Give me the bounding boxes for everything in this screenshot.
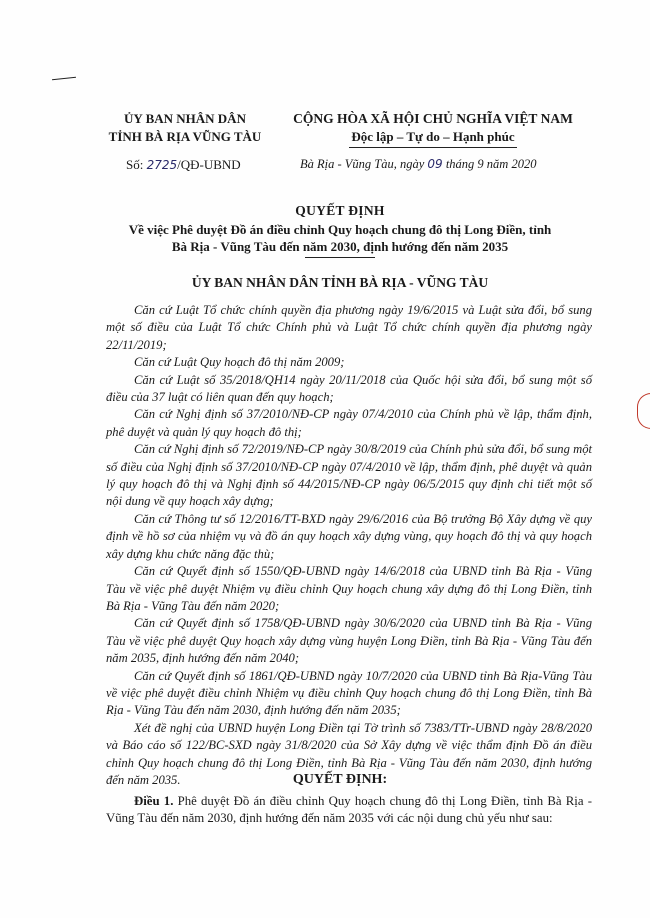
document-title bbox=[95, 203, 585, 258]
motto-text: Độc lập – Tự do – Hạnh phúc bbox=[349, 128, 516, 148]
document-type: QUYẾT ĐỊNH bbox=[295, 203, 385, 218]
legal-basis-item: Căn cứ Quyết định số 1550/QĐ-UBND ngày 14/6/2018 của UBND tỉnh Bà Rịa - Vũng Tàu về việc phê duyệt Nhiệm vụ điều chỉnh Quy hoạch chung xây dựng đô thị Long Điền, tỉnh Bà Rịa - Vũng Tàu đến năm 2020; bbox=[106, 564, 592, 613]
number-prefix: Số: bbox=[126, 157, 144, 172]
number-suffix: /QĐ-UBND bbox=[177, 157, 241, 172]
edge-stamp-fragment bbox=[637, 393, 650, 429]
national-motto bbox=[278, 128, 588, 148]
article-1-label: Điều 1. bbox=[134, 794, 174, 808]
article-1-text: Phê duyệt Đồ án điều chỉnh Quy hoạch chung đô thị Long Điền, tỉnh Bà Rịa - Vũng Tàu đến năm 2030, định hướng đến năm 2035 với các nội dung chủ yếu như sau: bbox=[106, 794, 592, 826]
issuing-agency bbox=[100, 110, 270, 146]
legal-basis-item: Căn cứ Luật số 35/2018/QH14 ngày 20/11/2018 của Quốc hội sửa đổi, bổ sung một số điều của 37 luật có liên quan đến quy hoạch; bbox=[106, 372, 592, 405]
legal-basis-item: Căn cứ Quyết định số 1758/QĐ-UBND ngày 30/6/2020 của UBND tỉnh Bà Rịa - Vũng Tàu về việc phê duyệt Quy hoạch xây dựng vùng huyện Long Điền, tỉnh Bà Rịa - Vũng Tàu đến năm 2035, định hướng đến năm 2040; bbox=[106, 616, 592, 666]
date-suffix: tháng 9 năm 2020 bbox=[445, 157, 537, 171]
legal-basis-item: Căn cứ Nghị định số 72/2019/NĐ-CP ngày 30/8/2019 của Chính phủ sửa đổi, bổ sung một số điều của Nghị định số 37/2010/NĐ-CP ngày 07/4/2010 về lập, thẩm định, phê duyệt và quản lý quy hoạch đô thị và Nghị định số 44/2015/NĐ-CP ngày 06/5/2015 quy định chi tiết một số nội dung về quy hoạch xây dựng; bbox=[106, 442, 592, 509]
legal-basis-item: Căn cứ Luật Quy hoạch đô thị năm 2009; bbox=[134, 355, 345, 370]
legal-basis-item: Căn cứ Thông tư số 12/2016/TT-BXD ngày 29/6/2016 của Bộ trưởng Bộ Xây dựng về quy định về hồ sơ của nhiệm vụ và đồ án quy hoạch xây dựng vùng, quy hoạch đô thị và quy hoạch xây dựng khu chức năng đặc thù; bbox=[106, 511, 592, 561]
legal-basis-item: Căn cứ Nghị định số 37/2010/NĐ-CP ngày 07/4/2010 của Chính phủ về lập, thẩm định, phê duyệt và quản lý quy hoạch đô thị; bbox=[106, 407, 592, 439]
national-header bbox=[278, 110, 588, 148]
title-underline bbox=[305, 257, 375, 258]
nation-name: CỘNG HÒA XÃ HỘI CHỦ NGHĨA VIỆT NAM bbox=[293, 111, 573, 126]
subject-line-2 bbox=[95, 238, 585, 255]
document-subject bbox=[95, 221, 585, 255]
decision-heading: QUYẾT ĐỊNH: bbox=[292, 772, 388, 787]
place-and-date bbox=[300, 157, 536, 172]
legal-basis bbox=[106, 302, 592, 789]
scan-mark bbox=[52, 77, 76, 81]
date-day-handwritten: 09 bbox=[427, 157, 443, 171]
date-prefix: Bà Rịa - Vũng Tàu, ngày bbox=[300, 157, 425, 171]
agency-line-2: TỈNH BÀ RỊA VŨNG TÀU bbox=[108, 129, 262, 144]
subject-line-1: Về việc Phê duyệt Đồ án điều chỉnh Quy hoạch chung đô thị Long Điền, tỉnh bbox=[128, 222, 552, 237]
issuing-authority: ỦY BAN NHÂN DÂN TỈNH BÀ RỊA - VŨNG TÀU bbox=[191, 275, 489, 290]
document-number bbox=[126, 157, 241, 173]
legal-basis-item: Căn cứ Luật Tổ chức chính quyền địa phương ngày 19/6/2015 và Luật sửa đổi, bổ sung một số điều của Luật Tổ chức Chính phủ và Luật Tổ chức chính quyền địa phương ngày 22/11/2019; bbox=[106, 303, 592, 352]
legal-basis-item: Căn cứ Quyết định số 1861/QĐ-UBND ngày 10/7/2020 của UBND tỉnh Bà Rịa-Vũng Tàu về việc phê duyệt điều chỉnh Nhiệm vụ điều chỉnh Quy hoạch chung đô thị Long Điền, tỉnh Bà Rịa - Vũng Tàu đến năm 2030, định hướng đến năm 2035; bbox=[106, 668, 592, 718]
number-handwritten: 2725 bbox=[146, 158, 178, 172]
subject-line-2-text: Bà Rịa - Vũng Tàu đến năm 2030, định hướng đến năm 2035 bbox=[171, 239, 509, 254]
legal-basis-item: Xét đề nghị của UBND huyện Long Điền tại Tờ trình số 7383/TTr-UBND ngày 28/8/2020 và Báo cáo số 122/BC-SXD ngày 31/8/2020 của Sở Xây dựng về việc thẩm định Đồ án điều chỉnh Quy hoạch chung đô thị Long Điền, tỉnh Bà Rịa - Vũng Tàu đến năm 2030, định hướng đến năm 2035. bbox=[106, 720, 592, 787]
agency-line-1: ỦY BAN NHÂN DÂN bbox=[124, 111, 246, 126]
article-1-paragraph bbox=[106, 793, 592, 828]
article-1 bbox=[106, 793, 592, 828]
